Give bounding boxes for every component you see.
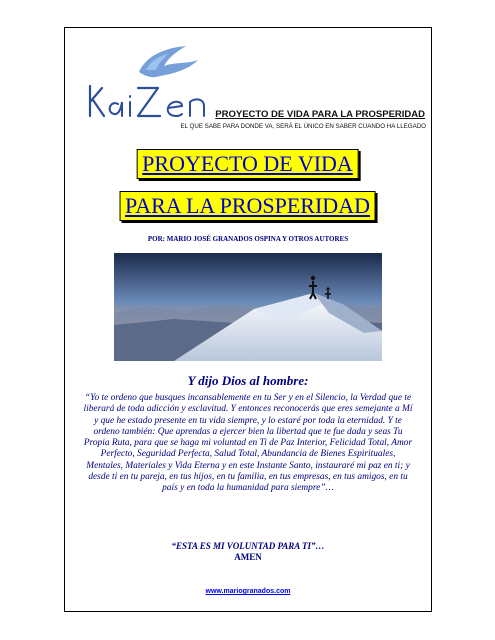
document-title-line1 — [136, 149, 359, 179]
dove-icon — [84, 42, 214, 120]
document-title-line2 — [119, 191, 376, 221]
verse-amen: AMEN — [234, 552, 262, 562]
header-title: PROYECTO DE VIDA PARA LA PROSPERIDAD — [215, 109, 425, 120]
verse-heading: Y dijo Dios al hombre: — [187, 373, 309, 388]
header-tagline: EL QUE SABE PARA DONDE VA, SERÁ EL ÚNICO EN SABER CUANDO HA LLEGADO — [180, 123, 426, 130]
kaizen-logo — [84, 42, 214, 120]
website-link[interactable]: www.mariogranados.com — [205, 588, 291, 595]
author-byline: POR: MARIO JOSÉ GRANADOS OSPINA Y OTROS AUTORES — [147, 235, 349, 243]
verse-body: “Yo te ordeno que busques incansablemente en tu Ser y en el Silencio, la Verdad que te liberará de toda adicción y esclavitud. Y entonces reconocerás que eres semejante a Mí y que he estado presente en tu vida siempre, y lo estaré por toda la eternidad. Y te ordeno también: Que aprendas a ejercer bien la libertad que te fue dada y seas Tu Propia Ruta, para que se haga mi voluntad en Ti de Paz Interior, Felicidad Total, Amor Perfecto, Seguridad Perfecta, Salud Total, Abundancia de Bienes Espirituales, Mentales, Materiales y Vida Eterna y en este Instante Santo, instauraré mi paz en ti; y desde ti en tu pareja, en tus hijos, en tu familia, en tus empresas, en tus amigos, en tu país y en toda la humanidad para siempre”… — [83, 393, 413, 494]
mountain-summit-photo — [114, 253, 382, 361]
verse-closing: “ESTA ES MI VOLUNTAD PARA TI”… — [171, 541, 325, 551]
document-title-line2-text: PARA LA PROSPERIDAD — [125, 193, 370, 218]
document-title-line1-text: PROYECTO DE VIDA — [142, 151, 353, 176]
